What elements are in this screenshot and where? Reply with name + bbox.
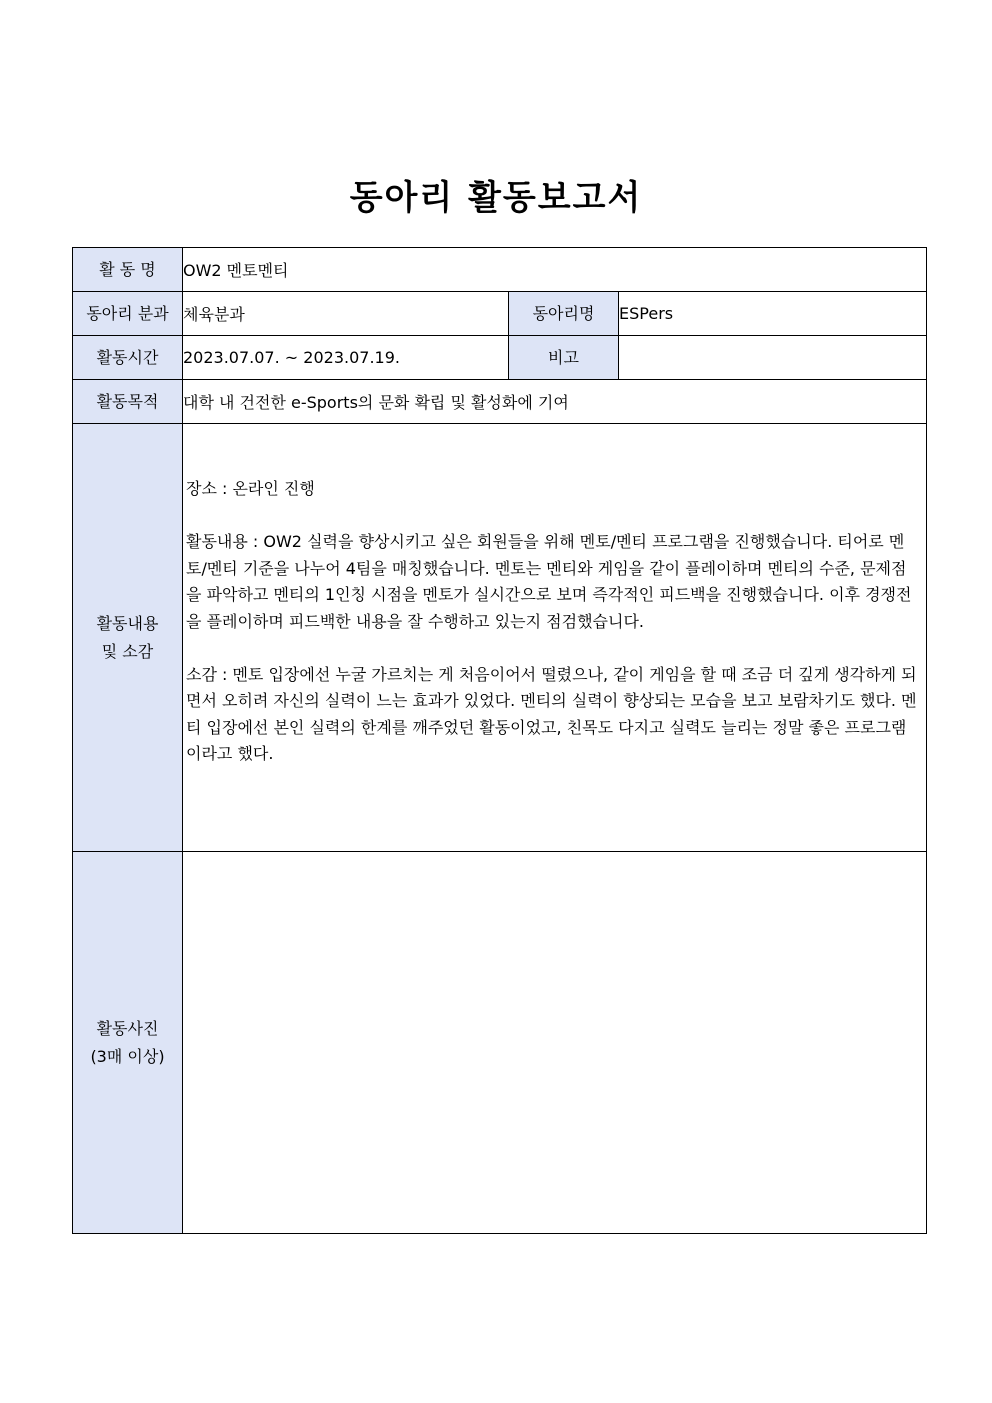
activity-photos-label: [73, 852, 183, 1234]
row-activity-purpose: [73, 380, 927, 424]
activity-content-label: [73, 424, 183, 852]
club-division-value: 체육분과: [183, 292, 509, 336]
activity-content-body: [183, 424, 927, 852]
club-name-value: ESPers: [619, 292, 927, 336]
activity-photos-area: [183, 852, 927, 1234]
activity-period-value: 2023.07.07. ~ 2023.07.19.: [183, 336, 509, 380]
row-activity-photos: [73, 852, 927, 1234]
club-division-label: 동아리 분과: [73, 292, 183, 336]
row-activity-content: [73, 424, 927, 852]
activity-purpose-label: 활동목적: [73, 380, 183, 424]
activity-name-label: 활 동 명: [73, 248, 183, 292]
row-activity-period: [73, 336, 927, 380]
remarks-label: 비고: [509, 336, 619, 380]
report-table: [72, 247, 927, 1234]
activity-content-label-line2: 및 소감: [101, 641, 154, 661]
row-activity-name: [73, 248, 927, 292]
activity-content-label-line1: 활동내용: [96, 613, 159, 633]
activity-photos-label-line1: 활동사진: [96, 1018, 159, 1038]
activity-purpose-value: 대학 내 건전한 e-Sports의 문화 확립 및 활성화에 기여: [183, 380, 927, 424]
content-impressions: 소감 : 멘토 입장에선 누굴 가르치는 게 처음이어서 떨렸으나, 같이 게임을 할 때 조금 더 깊게 생각하게 되면서 오히려 자신의 실력이 느는 효과가 있었다. 멘티의 실력이 향상되는 모습을 보고 보람차기도 했다. 멘티 입장에선 본인 실력의 한계를 깨주었던 활동이었고, 친목도 다지고 실력도 늘리는 정말 좋은 프로그램이라고 했다.: [186, 664, 917, 763]
content-place: 장소 : 온라인 진행: [186, 479, 315, 498]
club-name-label: 동아리명: [509, 292, 619, 336]
activity-photos-label-line2: (3매 이상): [90, 1046, 165, 1066]
activity-period-label: 활동시간: [73, 336, 183, 380]
content-details: 활동내용 : OW2 실력을 향상시키고 싶은 회원들을 위해 멘토/멘티 프로그램을 진행했습니다. 티어로 멘토/멘티 기준을 나누어 4팀을 매칭했습니다. 멘토는 멘티와 게임을 같이 플레이하며 멘티의 수준, 문제점을 파악하고 멘티의 1인칭 시점을 멘토가 실시간으로 보며 즉각적인 피드백을 진행했습니다. 이후 경쟁전을 플레이하며 피드백한 내용을 잘 수행하고 있는지 점검했습니다.: [186, 532, 912, 631]
activity-name-value: OW2 멘토멘티: [183, 248, 927, 292]
document-title: 동아리 활동보고서: [349, 178, 643, 218]
row-club-info: [73, 292, 927, 336]
remarks-value: [619, 336, 927, 380]
